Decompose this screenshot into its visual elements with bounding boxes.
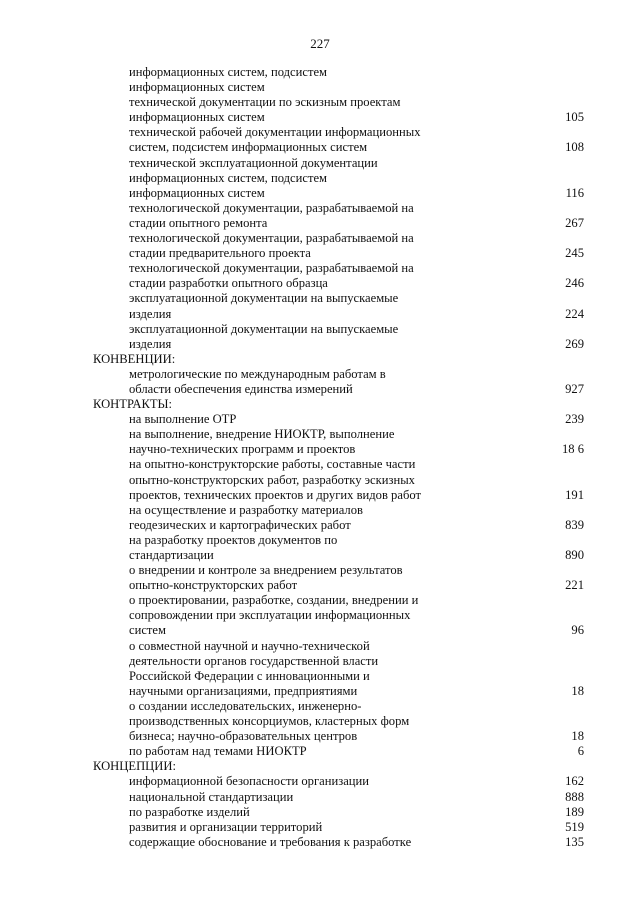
index-entry-text: развития и организации территорий — [129, 819, 323, 834]
index-entry — [0, 654, 640, 669]
index-entry — [0, 714, 640, 729]
index-entry — [0, 216, 640, 231]
index-entry — [0, 291, 640, 306]
index-entry-text: технологической документации, разрабатываемой на — [129, 200, 414, 215]
index-entry-text: информационных систем — [129, 110, 265, 125]
index-entry — [0, 639, 640, 654]
page-reference: 108 — [565, 140, 584, 155]
index-entry-text: информационных систем — [129, 80, 265, 95]
index-entry-text: геодезических и картографических работ — [129, 517, 351, 532]
index-entry-text: технологической документации, разрабатываемой на — [129, 231, 414, 246]
index-entry-text: научно-технических программ и проектов — [129, 442, 356, 457]
index-entry-text: стадии разработки опытного образца — [129, 276, 328, 291]
index-entry — [0, 95, 640, 110]
index-entry — [0, 337, 640, 352]
index-entry-text: систем, подсистем информационных систем — [129, 140, 368, 155]
index-entry — [0, 171, 640, 186]
index-entry-text: информационной безопасности организации — [129, 774, 370, 789]
index-entry-text: опытно-конструкторских работ, разработку эскизных — [129, 472, 415, 487]
index-entry — [0, 669, 640, 684]
index-entry-text: области обеспечения единства измерений — [129, 381, 353, 396]
index-entry — [0, 608, 640, 623]
index-entry — [0, 427, 640, 442]
page-reference: 96 — [571, 623, 584, 638]
subject-index — [0, 65, 640, 850]
index-entry — [0, 699, 640, 714]
index-entry — [0, 457, 640, 472]
index-entry-text: изделия — [129, 336, 172, 351]
index-entry-text: технической эксплуатационной документации — [129, 155, 378, 170]
index-entry-text: на осуществление и разработку материалов — [129, 502, 363, 517]
index-entry — [0, 367, 640, 382]
index-entry — [0, 488, 640, 503]
index-entry — [0, 774, 640, 789]
index-entry — [0, 322, 640, 337]
index-entry-text: информационных систем, подсистем — [129, 170, 328, 185]
page-number: 227 — [310, 36, 330, 51]
index-entry — [0, 412, 640, 427]
index-entry — [0, 533, 640, 548]
index-entry-text: на опытно-конструкторские работы, составные части — [129, 457, 416, 472]
index-entry — [0, 729, 640, 744]
index-entry-text: эксплуатационной документации на выпускаемые — [129, 291, 399, 306]
index-entry — [0, 110, 640, 125]
index-entry-text: на выполнение, внедрение НИОКТР, выполнение — [129, 427, 395, 442]
index-entry-text: стандартизации — [129, 548, 214, 562]
index-entry — [0, 518, 640, 533]
index-entry — [0, 684, 640, 699]
index-entry — [0, 125, 640, 140]
page-reference: 221 — [565, 578, 584, 593]
index-entry — [0, 261, 640, 276]
index-heading-text: КОНЦЕПЦИИ: — [93, 759, 176, 774]
index-entry-text: изделия — [129, 306, 172, 321]
index-entry — [0, 186, 640, 201]
index-entry-text: о создании исследовательских, инженерно- — [129, 698, 362, 713]
index-heading — [0, 397, 640, 412]
page-reference: 6 — [577, 744, 584, 759]
index-entry-text: систем — [129, 623, 166, 638]
index-entry — [0, 140, 640, 155]
index-entry — [0, 276, 640, 291]
page-reference: 239 — [565, 412, 584, 427]
index-entry-text: деятельности органов государственной власти — [129, 653, 379, 668]
page-reference: 18 6 — [561, 442, 584, 457]
index-entry — [0, 820, 640, 835]
index-entry — [0, 231, 640, 246]
page-reference: 519 — [565, 819, 584, 834]
index-entry — [0, 790, 640, 805]
index-entry-text: бизнеса; научно-образовательных центров — [129, 729, 358, 744]
index-entry — [0, 623, 640, 638]
index-entry-text: по разработке изделий — [129, 804, 250, 819]
index-entry — [0, 246, 640, 261]
index-heading-text: КОНТРАКТЫ: — [93, 397, 173, 412]
page-reference: 245 — [565, 246, 584, 261]
page-reference: 246 — [565, 276, 584, 291]
index-entry — [0, 442, 640, 457]
index-entry-text: стадии опытного ремонта — [129, 215, 268, 230]
index-entry-text: информационных систем, подсистем — [129, 65, 328, 79]
page-reference: 135 — [565, 834, 584, 849]
index-entry — [0, 80, 640, 95]
index-entry-text: производственных консорциумов, кластерных форм — [129, 714, 410, 729]
index-entry-text: о совместной научной и научно-технической — [129, 638, 370, 653]
page-reference: 267 — [565, 215, 584, 230]
index-entry-text: Российской Федерации с инновационными и — [129, 668, 370, 683]
index-entry — [0, 548, 640, 563]
page-reference: 189 — [565, 804, 584, 819]
index-entry-text: технической рабочей документации информационных — [129, 125, 421, 140]
index-entry-text: содержащие обоснование и требования к разработке — [129, 834, 412, 849]
index-entry-text: эксплуатационной документации на выпускаемые — [129, 321, 399, 336]
index-entry — [0, 805, 640, 820]
index-entry-text: о внедрении и контроле за внедрением результатов — [129, 563, 403, 578]
index-entry-text: проектов, технических проектов и других видов работ — [129, 487, 421, 502]
index-entry — [0, 382, 640, 397]
index-entry — [0, 156, 640, 171]
page-reference: 839 — [565, 517, 584, 532]
index-entry — [0, 65, 640, 80]
index-entry — [0, 307, 640, 322]
page-reference: 105 — [565, 110, 584, 125]
page-reference: 269 — [565, 336, 584, 351]
index-entry-text: о проектировании, разработке, создании, внедрении и — [129, 593, 419, 608]
index-entry-text: технической документации по эскизным проектам — [129, 95, 401, 110]
index-entry-text: опытно-конструкторских работ — [129, 578, 298, 593]
index-entry — [0, 835, 640, 850]
index-entry-text: метрологические по международным работам в — [129, 366, 386, 381]
page-reference: 888 — [565, 789, 584, 804]
page-reference: 18 — [571, 729, 584, 744]
page-reference: 162 — [565, 774, 584, 789]
index-entry-text: информационных систем — [129, 185, 265, 200]
index-entry-text: по работам над темами НИОКТР — [129, 744, 307, 759]
index-heading-text: КОНВЕНЦИИ: — [93, 351, 176, 366]
page-reference: 191 — [565, 487, 584, 502]
index-heading — [0, 759, 640, 774]
index-entry-text: стадии предварительного проекта — [129, 246, 311, 261]
page-reference: 224 — [565, 306, 584, 321]
page-reference: 890 — [565, 548, 584, 562]
index-entry-text: технологической документации, разрабатываемой на — [129, 261, 414, 276]
index-entry — [0, 578, 640, 593]
index-entry-text: на выполнение ОТР — [129, 412, 237, 427]
index-entry — [0, 473, 640, 488]
index-entry — [0, 744, 640, 759]
index-entry — [0, 593, 640, 608]
index-entry-text: национальной стандартизации — [129, 789, 294, 804]
index-entry — [0, 563, 640, 578]
page-reference: 18 — [571, 683, 584, 698]
page-reference: 927 — [565, 381, 584, 396]
page-reference: 116 — [565, 185, 584, 200]
index-entry — [0, 503, 640, 518]
index-entry-text: на разработку проектов документов по — [129, 532, 338, 547]
index-entry-text: сопровождении при эксплуатации информационных — [129, 608, 411, 623]
index-entry-text: научными организациями, предприятиями — [129, 683, 358, 698]
index-heading — [0, 352, 640, 367]
index-entry — [0, 201, 640, 216]
